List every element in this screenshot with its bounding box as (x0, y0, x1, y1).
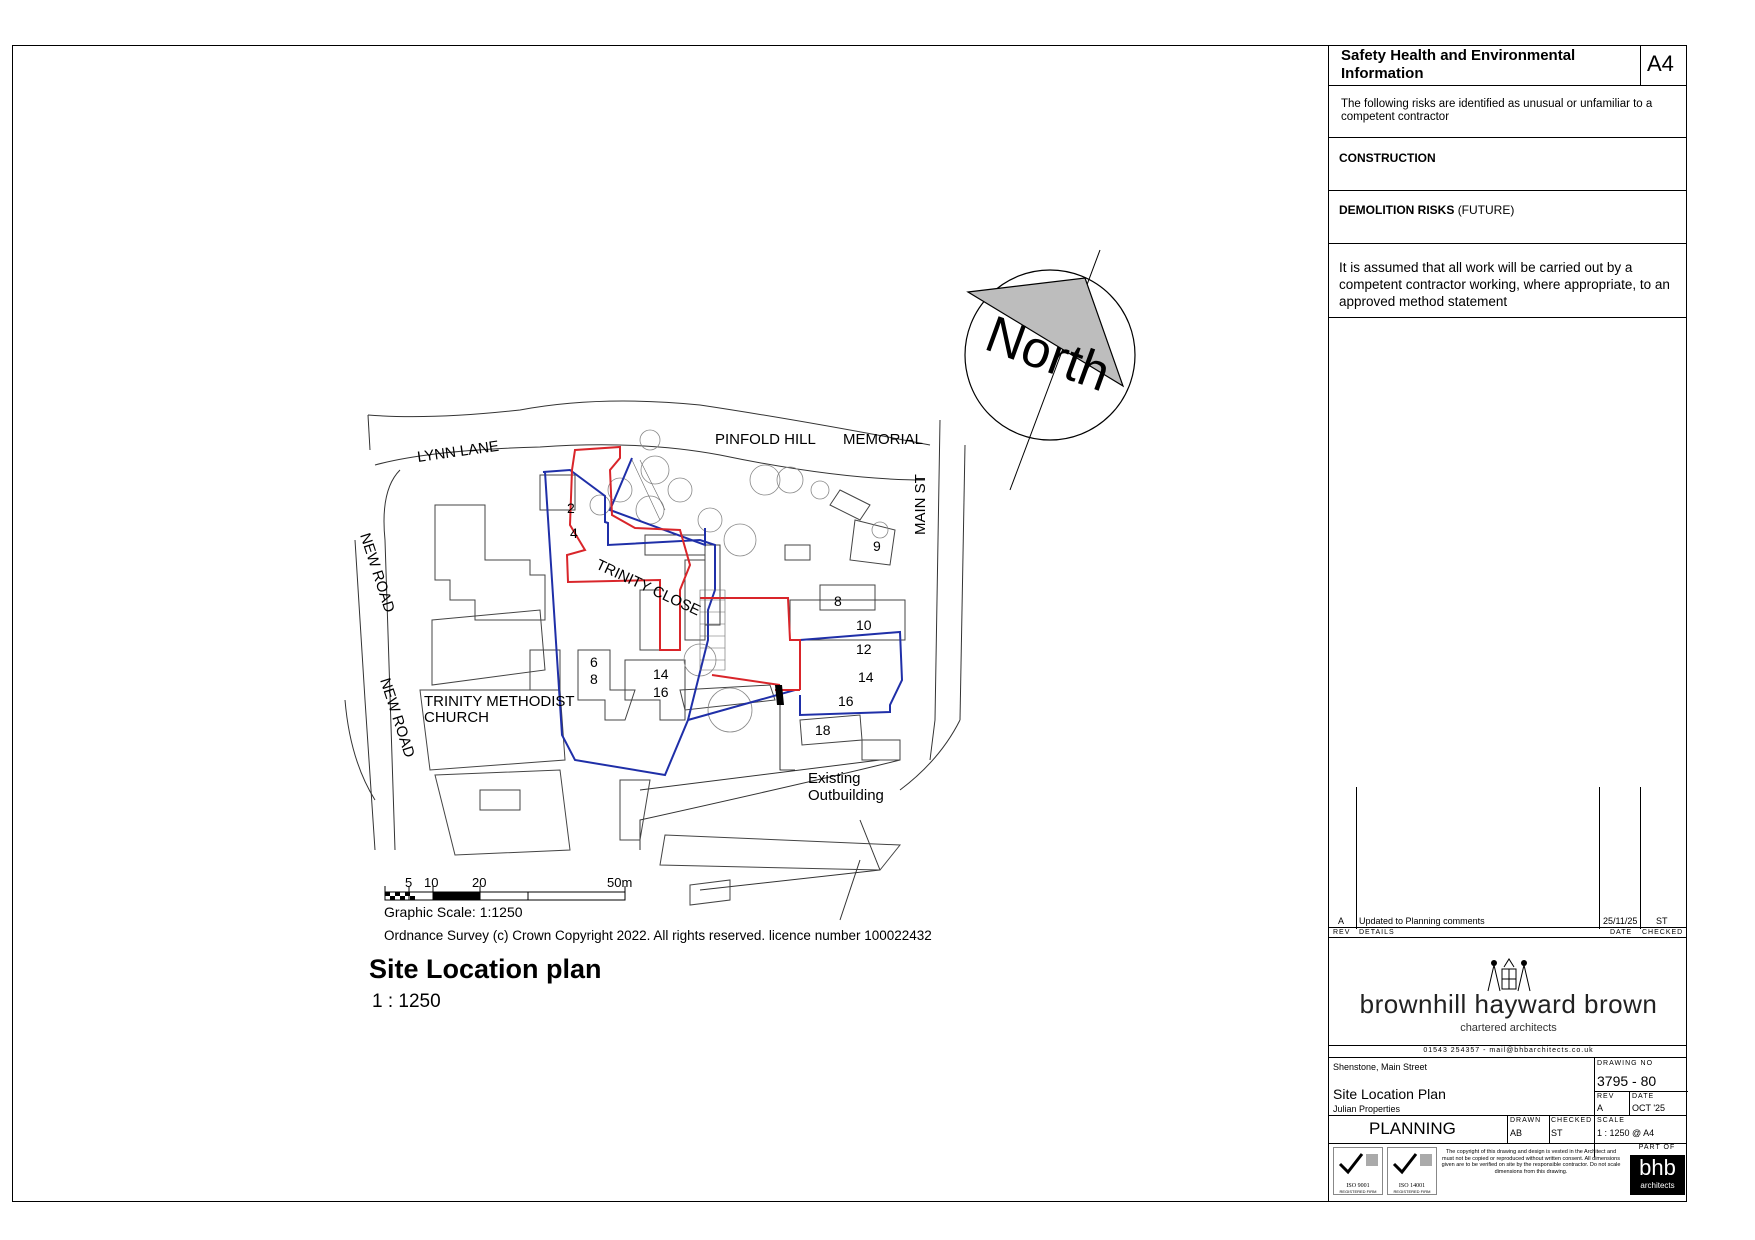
house-number: 8 (590, 671, 598, 687)
firm-subtitle: chartered architects (1460, 1022, 1557, 1034)
label-outbuilding-2: Outbuilding (808, 787, 884, 804)
scale-label: SCALE (1597, 1117, 1625, 1124)
risks-intro: The following risks are identified as unusual or unfamiliar to a competent contractor (1341, 98, 1653, 123)
drawing-no-label: DRAWING NO (1597, 1060, 1654, 1067)
assumption-note: It is assumed that all work will be carried out by a competent contractor working, where appropriate, to an approved method statement (1339, 260, 1670, 309)
scale-tick: 10 (424, 875, 439, 890)
house-number: 9 (873, 538, 881, 554)
demolition-heading (1339, 203, 1514, 217)
revision-checked: ST (1656, 916, 1668, 926)
house-number: 16 (653, 684, 669, 700)
north-label: North (978, 305, 1118, 404)
house-number: 6 (590, 654, 598, 670)
details-header: DETAILS (1359, 929, 1395, 936)
hatched-access (632, 460, 725, 670)
date-header: DATE (1610, 929, 1633, 936)
demolition-label: DEMOLITION RISKS (1339, 203, 1455, 217)
drawn-value: AB (1510, 1128, 1523, 1138)
label-outbuilding-1: Existing (808, 770, 861, 787)
label-lynn-lane: LYNN LANE (416, 437, 501, 466)
iso-14001-label: ISO 14001 (1398, 1183, 1426, 1189)
house-number: 12 (856, 641, 872, 657)
drawing-title: Site Location plan (369, 954, 602, 984)
scale-tick: 5 (405, 875, 413, 890)
part-of-label: PART OF (1638, 1144, 1676, 1151)
project-name: Shenstone, Main Street (1333, 1062, 1428, 1072)
scale-tick: 20 (472, 875, 487, 890)
rev-header: REV (1333, 929, 1351, 936)
check-icon (1388, 1148, 1436, 1178)
revision-details: Updated to Planning comments (1359, 916, 1485, 926)
outbuilding-leader (780, 705, 795, 770)
revision-rev: A (1338, 916, 1345, 926)
label-trinity-close: TRINITY CLOSE (593, 556, 703, 620)
house-number: 14 (653, 666, 669, 682)
status-label: PLANNING (1369, 1119, 1456, 1138)
rev-value: A (1597, 1103, 1604, 1113)
sheet-size: A4 (1647, 51, 1674, 76)
drawing-number: 3795 - 80 (1597, 1073, 1657, 1089)
label-pinfold-hill: PINFOLD HILL (715, 431, 816, 448)
iso-9001-badge (1333, 1147, 1383, 1195)
house-number: 4 (570, 525, 578, 541)
check-icon (1334, 1148, 1382, 1178)
north-arrow (965, 250, 1135, 490)
scale-caption: Graphic Scale: 1:1250 (384, 904, 523, 920)
copyright-disclaimer: The copyright of this drawing and design is vested in the Architect and must not be copied or reproduced without written consent. All dimensions given are to be verified on site by the responsible contractor. Do not scale dimensions from this drawing. (1441, 1149, 1621, 1175)
checked-value: ST (1551, 1128, 1563, 1138)
house-number: 8 (834, 593, 842, 609)
house-number: 18 (815, 722, 831, 738)
date-value: OCT '25 (1632, 1103, 1666, 1113)
scale-tick: 50m (607, 875, 633, 890)
house-numbers (567, 500, 881, 738)
label-new-road-1: NEW ROAD (356, 530, 398, 615)
label-main-st: MAIN ST (912, 474, 929, 535)
house-number: 10 (856, 617, 872, 633)
copyright-note: Ordnance Survey (c) Crown Copyright 2022. All rights reserved. licence number 100022432 (384, 928, 932, 943)
house-number: 2 (567, 500, 575, 516)
firm-name: brownhill hayward brown (1359, 989, 1658, 1019)
bhb-logo-text: bhb (1639, 1155, 1676, 1180)
sheet-title: Site Location Plan (1333, 1086, 1446, 1102)
iso-9001-label: ISO 9001 (1346, 1183, 1370, 1189)
rev-label: REV (1597, 1093, 1615, 1100)
label-church-2: CHURCH (424, 709, 489, 726)
title-block (1328, 45, 1687, 1202)
label-memorial: MEMORIAL (843, 431, 924, 448)
construction-heading: CONSTRUCTION (1339, 151, 1436, 165)
client-name: Julian Properties (1333, 1104, 1401, 1114)
she-title: Safety Health and Environmental Information (1341, 47, 1576, 82)
contact-details: 01543 254357 - mail@bhbarchitects.co.uk (1423, 1047, 1594, 1054)
outbuilding-marker (775, 685, 784, 705)
registered-firm-label: REGISTERED FIRM (1393, 1189, 1431, 1194)
iso-14001-badge (1387, 1147, 1437, 1195)
label-church-1: TRINITY METHODIST (424, 693, 575, 710)
bhb-logo-sub: architects (1640, 1181, 1675, 1190)
drawing-scale: 1 : 1250 (372, 991, 441, 1012)
checked-label: CHECKED (1551, 1117, 1593, 1124)
bhb-logo (1630, 1155, 1685, 1195)
scale-bar (384, 875, 632, 920)
demolition-note: (FUTURE) (1457, 203, 1515, 217)
drawn-label: DRAWN (1510, 1117, 1542, 1124)
house-number: 14 (858, 669, 874, 685)
label-new-road-2: NEW ROAD (376, 675, 418, 760)
checked-header: CHECKED (1642, 929, 1684, 936)
blue-boundary (543, 458, 902, 775)
registered-firm-label: REGISTERED FIRM (1339, 1189, 1377, 1194)
house-number: 16 (838, 693, 854, 709)
date-label: DATE (1632, 1093, 1655, 1100)
scale-value: 1 : 1250 @ A4 (1597, 1128, 1655, 1138)
revision-date: 25/11/25 (1603, 916, 1638, 926)
